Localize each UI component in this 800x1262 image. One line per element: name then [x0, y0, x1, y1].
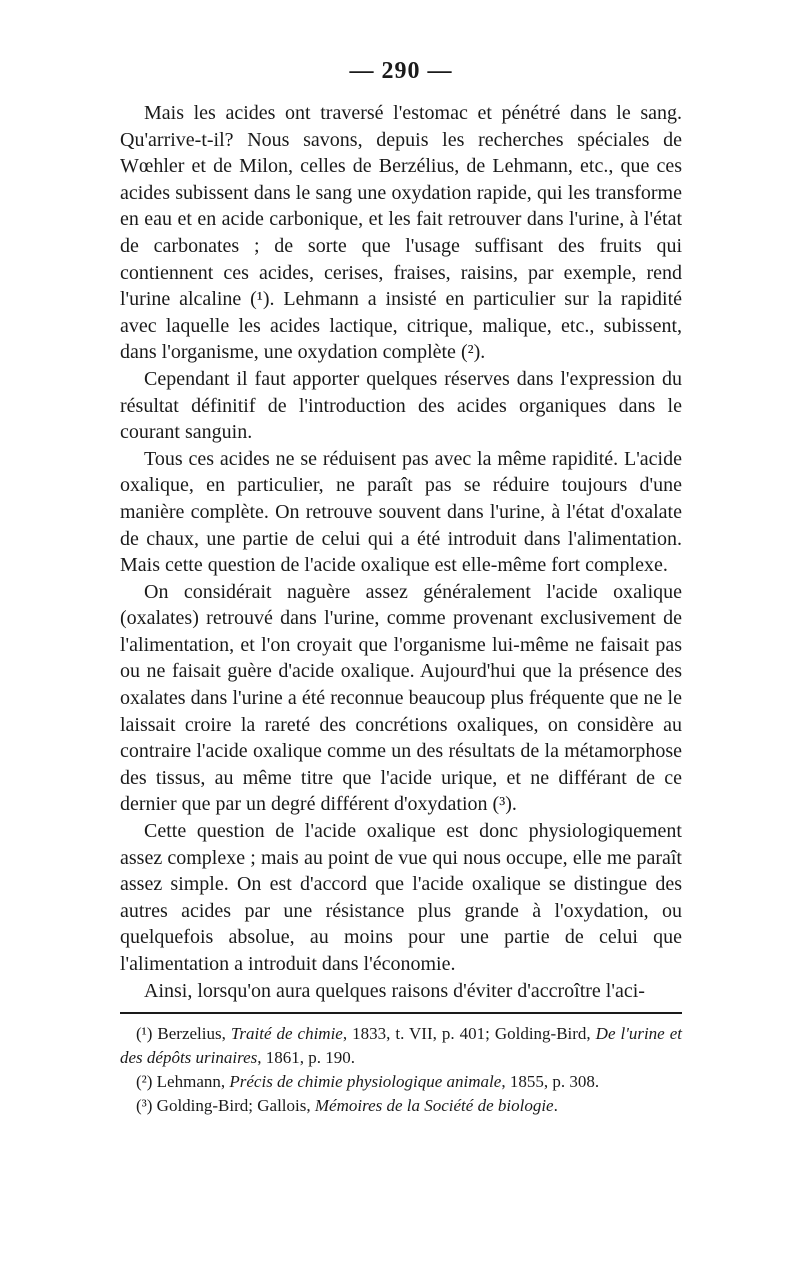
paragraph-5: Cette question de l'acide oxalique est donc physiologiquement assez complexe ; mais au point de vue qui nous occupe, elle me paraît assez simple. On est d'accord que l'acide oxalique se distingue des autres acides par une résistance plus grande à l'oxydation, ou quelquefois absolue, au moins pour une partie de celui que l'alimentation a introduit dans l'économie.: [120, 820, 682, 975]
footnote-2: [120, 1070, 682, 1094]
paragraph-3: Tous ces acides ne se réduisent pas avec la même rapidité. L'acide oxalique, en particulier, ne paraît pas se réduire toujours d'une manière complète. On retrouve souvent dans l'urine, à l'état d'oxalate de chaux, une partie de celui qui a été introduit dans l'alimentation. Mais cette question de l'acide oxalique est elle-même fort complexe.: [120, 447, 682, 577]
footnote-1-details: , 1833, t. VII, p. 401; Golding-Bird,: [342, 1024, 596, 1044]
footnote-1-details-2: , 1861, p. 190.: [257, 1048, 356, 1068]
footnote-3-marker: (³): [136, 1096, 153, 1116]
footnote-3-details: .: [553, 1096, 558, 1116]
footnote-divider: [120, 1012, 682, 1014]
footnote-1-title-2: De l'urine et des dépôts urinaires: [120, 1024, 682, 1068]
footnote-3-author: Golding-Bird; Gallois,: [156, 1096, 315, 1116]
paragraph-1: Mais les acides ont traversé l'estomac et pénétré dans le sang. Qu'arrive-t-il? Nous savons, depuis les recherches spéciales de Wœhler et de Milon, celles de Berzélius, de Lehmann, etc., que ces acides subissent dans le sang une oxydation rapide, qui les transforme en eau et en acide carbonique, et les fait retrouver dans l'urine, à l'état de carbonates ; de sorte que l'usage suffisant des fruits qui contiennent ces acides, cerises, fraises, raisins, par exemple, rend l'urine alcaline (¹). Lehmann a insisté en particulier sur la rapidité avec laquelle les acides lactique, citrique, malique, etc., subissent, dans l'organisme, une oxydation complète (²).: [120, 102, 682, 364]
paragraph-4: On considérait naguère assez généralement l'acide oxalique (oxalates) retrouvé dans l'urine, comme provenant exclusivement de l'alimentation, et l'on croyait que l'organisme lui-même ne faisait pas ou ne faisait guère d'acide oxalique. Aujourd'hui que la présence des oxalates dans l'urine a été reconnue beaucoup plus fréquente que ne le laissait croire la rareté des concrétions oxaliques, on considère au contraire l'acide oxalique comme un des résultats de la métamorphose des tissus, au même titre que l'acide urique, et ne différant de ce dernier que par un degré différent d'oxydation (³).: [120, 580, 682, 816]
page-number: — 290 —: [349, 58, 453, 84]
footnote-2-title: Précis de chimie physiologique animale: [229, 1072, 502, 1092]
footnote-3-title: Mémoires de la Société de biologie: [314, 1096, 554, 1116]
footnote-1-author: Berzelius,: [157, 1024, 231, 1044]
footnotes: [120, 1022, 682, 1118]
footnote-2-details: , 1855, p. 308.: [501, 1072, 600, 1092]
footnote-1-title: Traité de chimie: [230, 1024, 343, 1044]
paragraph-2: Cependant il faut apporter quelques réserves dans l'expression du résultat définitif de l'introduction des acides organiques dans le courant sanguin.: [120, 367, 682, 444]
footnote-2-marker: (²): [136, 1072, 153, 1092]
footnote-1: [120, 1022, 682, 1070]
body-text: [120, 100, 682, 1004]
footnote-1-marker: (¹): [136, 1024, 153, 1044]
footnote-3: [120, 1094, 682, 1118]
paragraph-6: Ainsi, lorsqu'on aura quelques raisons d'éviter d'accroître l'aci-: [144, 979, 645, 1002]
footnote-2-author: Lehmann,: [156, 1072, 230, 1092]
